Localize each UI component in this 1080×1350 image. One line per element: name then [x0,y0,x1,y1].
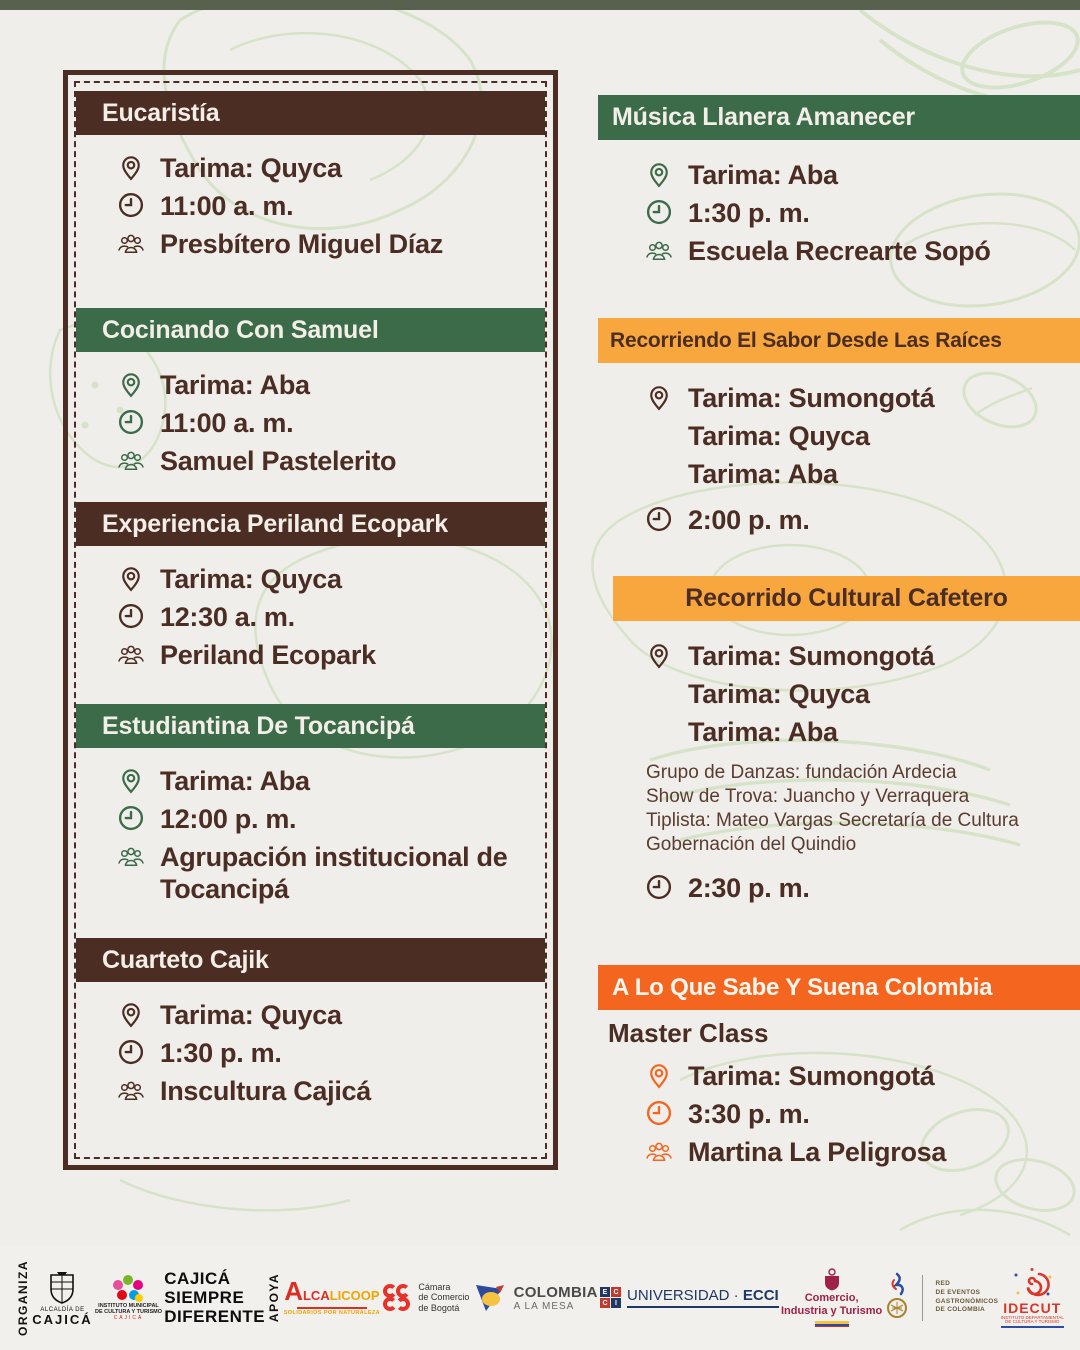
instituto-circles-icon [109,1274,147,1304]
stage-label: Tarima: Aba [688,160,838,190]
time-row [116,187,531,225]
time-label: 1:30 p. m. [688,198,810,228]
instituto-name-line1: INSTITUTO MUNICIPAL [98,1303,159,1310]
stage-label: Tarima: Aba [160,766,310,796]
event-title-bar: Eucaristía [76,91,545,135]
apoya-label: APOYA [267,1272,282,1323]
alcalicoop-wordmark [284,1278,379,1305]
event-title-bar: Cocinando Con Samuel [76,308,545,352]
event-card-a-lo-que-sabe-y-suena-colombia [598,965,1080,1171]
comercio-crest-icon [821,1268,843,1292]
time-label: 12:00 p. m. [160,804,297,834]
left-schedule-inner-dashed-frame [74,81,547,1159]
event-card-eucaristia [76,91,545,263]
performer-label: Inscultura Cajicá [160,1076,371,1106]
left-schedule-box [63,70,558,1170]
clock-icon [116,803,148,833]
alcalicoop-mid: LCA [302,1288,330,1304]
colombia-mesa-sub: A LA MESA [513,1300,575,1312]
people-icon [644,1136,676,1166]
stage-row [644,455,1074,493]
event-card-recorrido-cultural-cafetero [598,576,1080,907]
colombia-mesa-name: COLOMBIA [513,1283,598,1301]
ecci-name [627,1287,779,1308]
event-card-body [598,140,1080,270]
stage-row [644,713,1074,751]
performer-label: Escuela Recrearte Sopó [688,236,991,266]
idecut-logo [1001,1267,1064,1328]
red-eventos-line1: RED [935,1279,951,1287]
stage-row [644,637,1074,675]
event-subtitle: Master Class [608,1018,769,1048]
idecut-tag-line2: DE CULTURA Y TURISMO [1005,1319,1060,1325]
stage-label: Tarima: Aba [688,717,838,747]
people-icon [116,841,148,871]
alcalicoop-initial: A [284,1276,303,1307]
stage-label: Tarima: Quyca [688,421,870,451]
detail-line: Show de Trova: Juancho y Verraquera [646,786,970,807]
alcaldia-cajica-logo [32,1269,92,1327]
event-title-bar: Experiencia Periland Ecopark [76,502,545,546]
performer-row [644,1133,1074,1171]
alcaldia-name: CAJICÁ [32,1311,93,1327]
slogan-line2: SIEMPRE [164,1288,245,1307]
time-row [644,194,1074,232]
event-card-body [598,1051,1080,1171]
time-row [116,598,531,636]
location-pin-icon [116,999,148,1029]
people-icon [116,1075,148,1105]
stage-label: Tarima: Quyca [160,153,342,183]
event-title-bar: Estudiantina De Tocancipá [76,704,545,748]
time-label: 3:30 p. m. [688,1099,810,1129]
event-card-body [76,352,545,480]
event-title-bar: Cuarteto Cajik [76,938,545,982]
performer-row [116,1072,531,1110]
idecut-tag-line1: INSTITUTO DEPARTAMENTAL [1000,1314,1064,1320]
location-pin-icon [116,563,148,593]
right-schedule-column [598,95,1080,1171]
colombia-a-la-mesa-logo [472,1281,598,1315]
location-pin-icon [644,159,676,189]
performer-row [116,838,531,908]
idecut-tagline [1001,1316,1064,1328]
time-row [644,1095,1074,1133]
event-card-body [76,135,545,263]
idecut-spiral-icon [1010,1267,1054,1301]
red-eventos-divider [922,1275,923,1321]
event-card-experiencia-periland-ecopark [76,502,545,674]
event-details [644,751,1074,861]
time-label: 2:00 p. m. [688,505,810,535]
stage-label: Tarima: Aba [160,370,310,400]
red-eventos-icon [885,1272,909,1324]
clock-icon [116,601,148,631]
performer-row [116,442,531,480]
stage-label: Tarima: Quyca [160,1000,342,1030]
event-title-bar: A Lo Que Sabe Y Suena Colombia [598,965,1080,1010]
colombia-mesa-text [514,1284,598,1312]
stage-row [116,762,531,800]
event-card-body [76,982,545,1110]
time-label: 11:00 a. m. [160,408,294,438]
clock-icon [644,1098,676,1128]
event-card-cocinando-con-samuel [76,308,545,480]
performer-label: Periland Ecopark [160,640,376,670]
alcalicoop-rule [297,1307,367,1309]
stage-row [644,1057,1074,1095]
red-eventos-line4: DE COLOMBIA [935,1306,986,1314]
ccb-line3: de Bogotá [418,1302,460,1313]
stage-label: Tarima: Sumongotá [688,641,935,671]
alcalicoop-end: LICOOP [329,1288,380,1304]
people-icon [116,639,148,669]
event-card-cuarteto-cajik [76,938,545,1110]
instituto-cultura-turismo-logo [95,1274,162,1321]
stage-row [116,149,531,187]
stage-label: Tarima: Sumongotá [688,383,935,413]
time-row [116,404,531,442]
event-card-body [598,621,1080,907]
people-icon [644,235,676,265]
time-label: 2:30 p. m. [688,873,810,903]
clock-icon [116,1037,148,1067]
event-title-bar: Recorriendo El Sabor Desde Las Raíces [598,318,1080,363]
detail-line: Grupo de Danzas: fundación Ardecia [646,762,957,783]
alcaldia-crest-icon [45,1269,79,1307]
event-card-body [76,748,545,908]
location-pin-icon [116,369,148,399]
clock-icon [644,504,676,534]
ecci-name-text: UNIVERSIDAD · [627,1287,739,1304]
red-eventos-gastronomicos-logo [885,1272,999,1324]
stage-row [116,366,531,404]
stage-label: Tarima: Aba [688,459,838,489]
universidad-ecci-logo [600,1287,779,1308]
stage-label: Tarima: Quyca [688,679,870,709]
location-pin-icon [644,1060,676,1090]
event-card-recorriendo-el-sabor [598,318,1080,539]
ecci-block-c2: C [600,1298,610,1308]
time-label: 1:30 p. m. [160,1038,282,1068]
time-row [116,800,531,838]
stage-row [116,560,531,598]
comercio-name-line2: Industria y Turismo [780,1305,883,1317]
event-card-estudiantina-de-tocancipa [76,704,545,908]
idecut-name: IDECUT [1003,1299,1062,1316]
ecci-block-i: I [611,1298,621,1308]
alcalicoop-tagline: SOLIDARIOS POR NATURALEZA [283,1309,381,1316]
stage-row [644,379,1074,417]
stage-row [644,417,1074,455]
colombia-mesa-icon [472,1281,508,1315]
sponsor-footer [0,1245,1080,1350]
performer-label: Presbítero Miguel Díaz [160,229,443,259]
clock-icon [116,190,148,220]
time-row [644,869,1074,907]
performer-row [116,225,531,263]
ecci-name-strong: ECCI [742,1287,779,1304]
performer-label: Martina La Peligrosa [688,1137,947,1167]
comercio-industria-turismo-logo [781,1268,882,1327]
clock-icon [116,407,148,437]
event-card-body [598,363,1080,539]
ccb-line2: de Comercio [418,1292,470,1303]
event-title-bar: Música Llanera Amanecer [598,95,1080,140]
performer-label: Agrupación institucional de Tocancipá [160,842,508,904]
location-pin-icon [644,382,676,412]
stage-label: Tarima: Quyca [160,564,342,594]
stage-row [644,156,1074,194]
stage-label: Tarima: Sumongotá [688,1061,935,1091]
time-label: 12:30 a. m. [160,602,295,632]
ccb-line1: Cámara [418,1281,451,1292]
event-card-body [76,546,545,674]
organiza-label: ORGANIZA [16,1259,30,1336]
cajica-siempre-diferente-wordmark [164,1269,265,1326]
instituto-cajica-label: CAJICÁ [113,1314,144,1321]
people-icon [116,228,148,258]
slogan-line3: DIFERENTE [164,1307,266,1326]
colombia-flag-icon [815,1321,849,1327]
event-card-musica-llanera-amanecer [598,95,1080,270]
event-title-bar: Recorrido Cultural Cafetero [613,576,1080,621]
red-eventos-text [936,1280,999,1315]
red-eventos-line3: GASTRONÓMICOS [935,1297,999,1305]
detail-line: Gobernación del Quindio [646,834,857,855]
time-row [116,1034,531,1072]
clock-icon [644,197,676,227]
instituto-name-line2: DE CULTURA Y TURISMO [94,1308,162,1315]
performer-label: Samuel Pastelerito [160,446,397,476]
performer-row [644,232,1074,270]
time-label: 11:00 a. m. [160,191,294,221]
alcalicoop-logo [284,1278,380,1316]
time-row [644,501,1074,539]
ecci-block-c1: C [611,1287,621,1297]
ccb-name [418,1282,469,1313]
ccb-icon [382,1283,412,1313]
location-pin-icon [116,765,148,795]
clock-icon [644,872,676,902]
camara-comercio-bogota-logo [382,1282,469,1313]
ecci-block-e: E [600,1287,610,1297]
detail-line: Tiplista: Mateo Vargas Secretaría de Cultura [646,810,1019,831]
stage-row [644,675,1074,713]
ecci-blocks-icon [600,1287,621,1308]
red-eventos-line2: DE EVENTOS [935,1288,981,1296]
people-icon [116,445,148,475]
slogan-line1: CAJICÁ [164,1269,231,1288]
performer-row [116,636,531,674]
location-pin-icon [116,152,148,182]
location-pin-icon [644,640,676,670]
top-decorative-band [0,0,1080,10]
alcaldia-sub-label: ALCALDÍA DE [40,1306,85,1313]
comercio-name-line1: Comercio, [804,1291,859,1304]
stage-row [116,996,531,1034]
